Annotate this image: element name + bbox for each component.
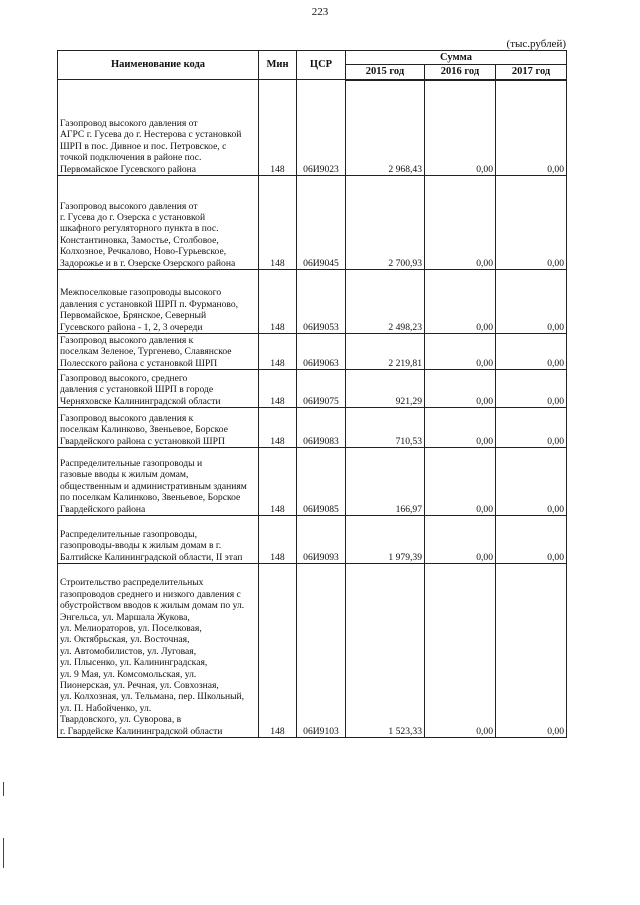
row-min-cell: 148 xyxy=(259,448,297,516)
row-2015-cell: 2 700,93 xyxy=(346,176,425,270)
row-name-cell: Строительство распределительных газопроводов среднего и низкого давления с обустройством вводов к жилым домам по ул. Энгельса, ул. Маршала Жукова, ул. Мелиораторов, ул. Поселковая, ул. Октябрьская, ул. Восточная, ул. Автомобилистов, ул. Луговая, ул. Плысенко, ул. Калининградская, ул. 9 Мая, ул. Комсомольская, ул. Пионерская, ул. Речная, ул. Совхозная, ул. Колхозная, ул. Тельмана, пер. Школьный, ул. П. Набойченко, ул. Твардовского, ул. Суворова, в г. Гвардейске Калининградской области xyxy=(58,564,259,738)
row-2017-cell: 0,00 xyxy=(496,176,567,270)
row-csr-cell: 06И9045 xyxy=(297,176,346,270)
budget-table xyxy=(57,50,567,738)
row-2017-cell: 0,00 xyxy=(496,408,567,448)
row-2016-cell: 0,00 xyxy=(425,408,496,448)
row-csr-cell: 06И9053 xyxy=(297,270,346,334)
row-2015-cell: 166,97 xyxy=(346,448,425,516)
row-name-cell: Газопровод высокого давления от г. Гусева до г. Озерска с установкой шкафного регуляторного пункта в пос. Константиновка, Замостье, Столбовое, Колхозное, Речкалово, Ново-Гурьевское, Задорожье и в г. Озерске Озерского района xyxy=(58,176,259,270)
row-name-cell: Газопровод высокого давления от АГРС г. Гусева до г. Нестерова с установкой ШРП в пос. Дивное и пос. Петровское, с точкой подключения в районе пос. Первомайское Гусевского района xyxy=(58,80,259,176)
row-2015-cell: 2 498,23 xyxy=(346,270,425,334)
table-body xyxy=(58,80,567,738)
row-csr-cell: 06И9103 xyxy=(297,564,346,738)
table-row xyxy=(58,370,567,408)
header-2015: 2015 год xyxy=(346,65,425,80)
margin-mark xyxy=(3,782,4,796)
table-row xyxy=(58,564,567,738)
row-2016-cell: 0,00 xyxy=(425,448,496,516)
row-name-cell: Газопровод высокого, среднего давления с установкой ШРП в городе Черняховске Калининградской области xyxy=(58,370,259,408)
row-2015-cell: 710,53 xyxy=(346,408,425,448)
row-csr-cell: 06И9023 xyxy=(297,80,346,176)
row-csr-cell: 06И9085 xyxy=(297,448,346,516)
row-csr-cell: 06И9083 xyxy=(297,408,346,448)
table-row xyxy=(58,176,567,270)
table-row xyxy=(58,270,567,334)
row-2015-cell: 1 523,33 xyxy=(346,564,425,738)
row-2015-cell: 2 968,43 xyxy=(346,80,425,176)
row-min-cell: 148 xyxy=(259,80,297,176)
row-min-cell: 148 xyxy=(259,516,297,564)
margin-mark xyxy=(3,838,4,868)
header-csr: ЦСР xyxy=(297,51,346,80)
row-2017-cell: 0,00 xyxy=(496,516,567,564)
row-2017-cell: 0,00 xyxy=(496,448,567,516)
units-label: (тыс.рублей) xyxy=(506,38,566,50)
header-sum: Сумма xyxy=(346,51,567,65)
table-row xyxy=(58,80,567,176)
row-csr-cell: 06И9075 xyxy=(297,370,346,408)
row-name-cell: Распределительные газопроводы, газопроводы-вводы к жилым домам в г. Балтийске Калининградской области, II этап xyxy=(58,516,259,564)
row-2017-cell: 0,00 xyxy=(496,334,567,370)
row-min-cell: 148 xyxy=(259,270,297,334)
row-2017-cell: 0,00 xyxy=(496,80,567,176)
row-min-cell: 148 xyxy=(259,334,297,370)
header-min: Мин xyxy=(259,51,297,80)
table-row xyxy=(58,516,567,564)
row-2016-cell: 0,00 xyxy=(425,270,496,334)
header-2016: 2016 год xyxy=(425,65,496,80)
row-csr-cell: 06И9063 xyxy=(297,334,346,370)
header-name: Наименование кода xyxy=(58,51,259,80)
row-2017-cell: 0,00 xyxy=(496,270,567,334)
row-min-cell: 148 xyxy=(259,176,297,270)
row-2016-cell: 0,00 xyxy=(425,176,496,270)
table-row xyxy=(58,448,567,516)
row-name-cell: Межпоселковые газопроводы высокого давления с установкой ШРП п. Фурманово, Первомайское, Брянское, Северный Гусевского района - 1, 2, 3 очереди xyxy=(58,270,259,334)
row-name-cell: Распределительные газопроводы и газовые вводы к жилым домам, общественным и административным зданиям по поселкам Калинково, Звеньевое, Борское Гвардейского района xyxy=(58,448,259,516)
row-csr-cell: 06И9093 xyxy=(297,516,346,564)
table-row xyxy=(58,334,567,370)
row-2016-cell: 0,00 xyxy=(425,564,496,738)
row-2015-cell: 2 219,81 xyxy=(346,334,425,370)
row-name-cell: Газопровод высокого давления к поселкам Калинково, Звеньевое, Борское Гвардейского района с установкой ШРП xyxy=(58,408,259,448)
row-2015-cell: 921,29 xyxy=(346,370,425,408)
page-number: 223 xyxy=(311,6,329,18)
row-2016-cell: 0,00 xyxy=(425,516,496,564)
row-2016-cell: 0,00 xyxy=(425,80,496,176)
row-min-cell: 148 xyxy=(259,564,297,738)
row-2017-cell: 0,00 xyxy=(496,564,567,738)
row-2016-cell: 0,00 xyxy=(425,334,496,370)
row-name-cell: Газопровод высокого давления к поселкам Зеленое, Тургенево, Славянское Полесского района с установкой ШРП xyxy=(58,334,259,370)
row-2017-cell: 0,00 xyxy=(496,370,567,408)
row-min-cell: 148 xyxy=(259,408,297,448)
row-2015-cell: 1 979,39 xyxy=(346,516,425,564)
header-2017: 2017 год xyxy=(496,65,567,80)
table-row xyxy=(58,408,567,448)
table-header xyxy=(58,51,567,80)
row-min-cell: 148 xyxy=(259,370,297,408)
row-2016-cell: 0,00 xyxy=(425,370,496,408)
